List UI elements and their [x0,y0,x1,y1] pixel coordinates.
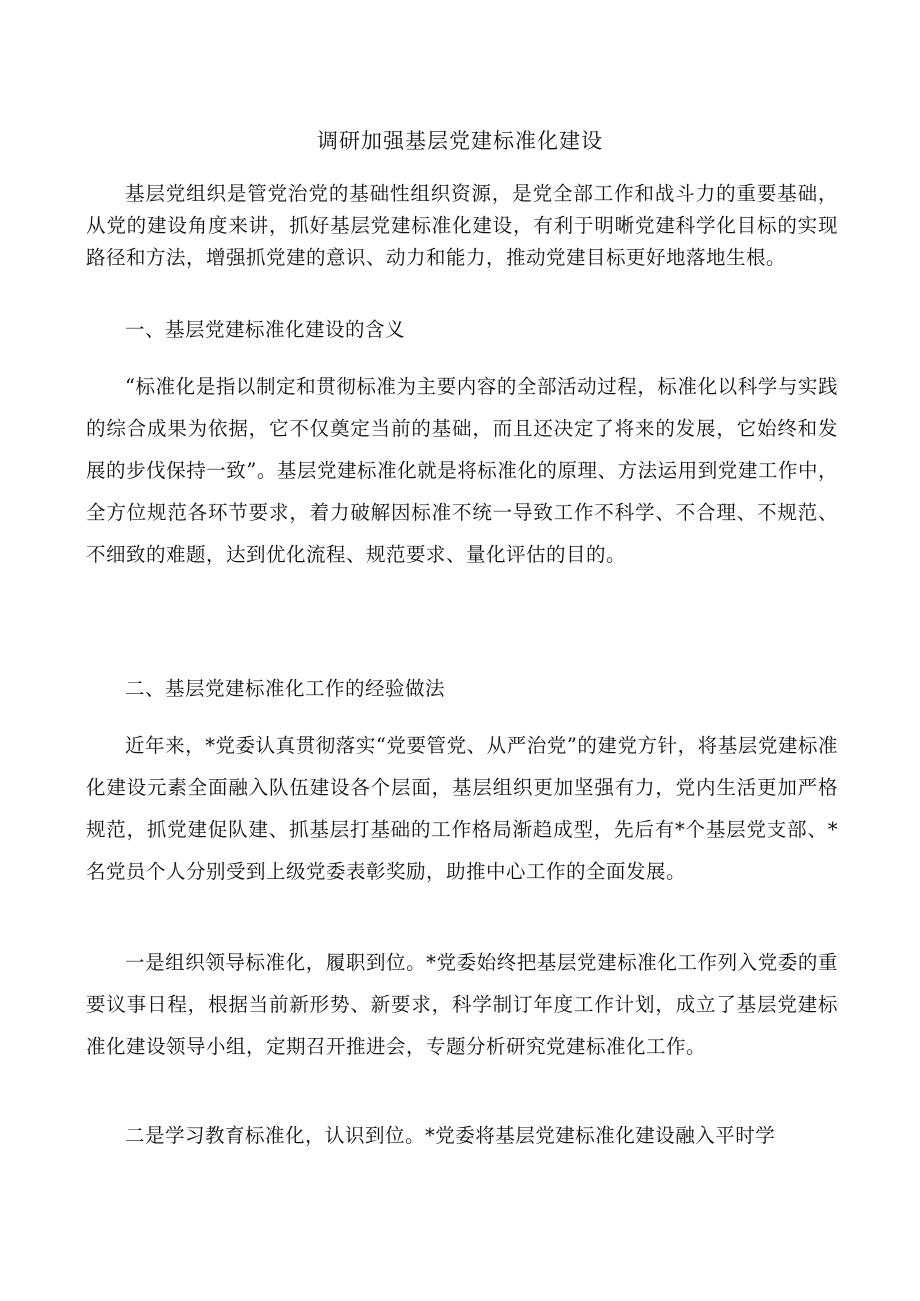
organization-paragraph: 一是组织领导标准化，履职到位。*党委始终把基层党建标准化工作列入党委的重要议事日程，根据当前新形势、新要求，科学制订年度工作计划，成立了基层党建标准化建设领导小组，定期召开推进会，专题分析研究党建标准化工作。 [86,951,838,1058]
document-title: 调研加强基层党建标准化建设 [317,129,603,153]
education-paragraph: 二是学习教育标准化，认识到位。*党委将基层党建标准化建设融入平时学 [125,1124,776,1147]
experience-paragraph: 近年来，*党委认真贯彻落实“党要管党、从严治党”的建党方针，将基层党建标准化建设元素全面融入队伍建设各个层面，基层组织更加坚强有力，党内生活更加严格规范，抓党建促队建、抓基层打基础的工作格局渐趋成型，先后有*个基层党支部、*名党员个人分别受到上级党委表彰奖励，助推中心工作的全面发展。 [86,734,838,883]
definition-paragraph: “标准化是指以制定和贯彻标准为主要内容的全部活动过程，标准化以科学与实践的综合成果为依据，它不仅奠定当前的基础，而且还决定了将来的发展，它始终和发展的步伐保持一致”。基层党建标准化就是将标准化的原理、方法运用到党建工作中，全方位规范各环节要求，着力破解因标准不统一导致工作不科学、不合理、不规范、不细致的难题，达到优化流程、规范要求、量化评估的目的。 [86,375,838,566]
intro-paragraph: 基层党组织是管党治党的基础性组织资源，是党全部工作和战斗力的重要基础，从党的建设角度来讲，抓好基层党建标准化建设，有利于明晰党建科学化目标的实现路径和方法，增强抓党建的意识、动力和能力，推动党建目标更好地落地生根。 [86,182,838,269]
section-heading-1: 一、基层党建标准化建设的含义 [125,318,406,341]
section-heading-2: 二、基层党建标准化工作的经验做法 [125,677,446,700]
